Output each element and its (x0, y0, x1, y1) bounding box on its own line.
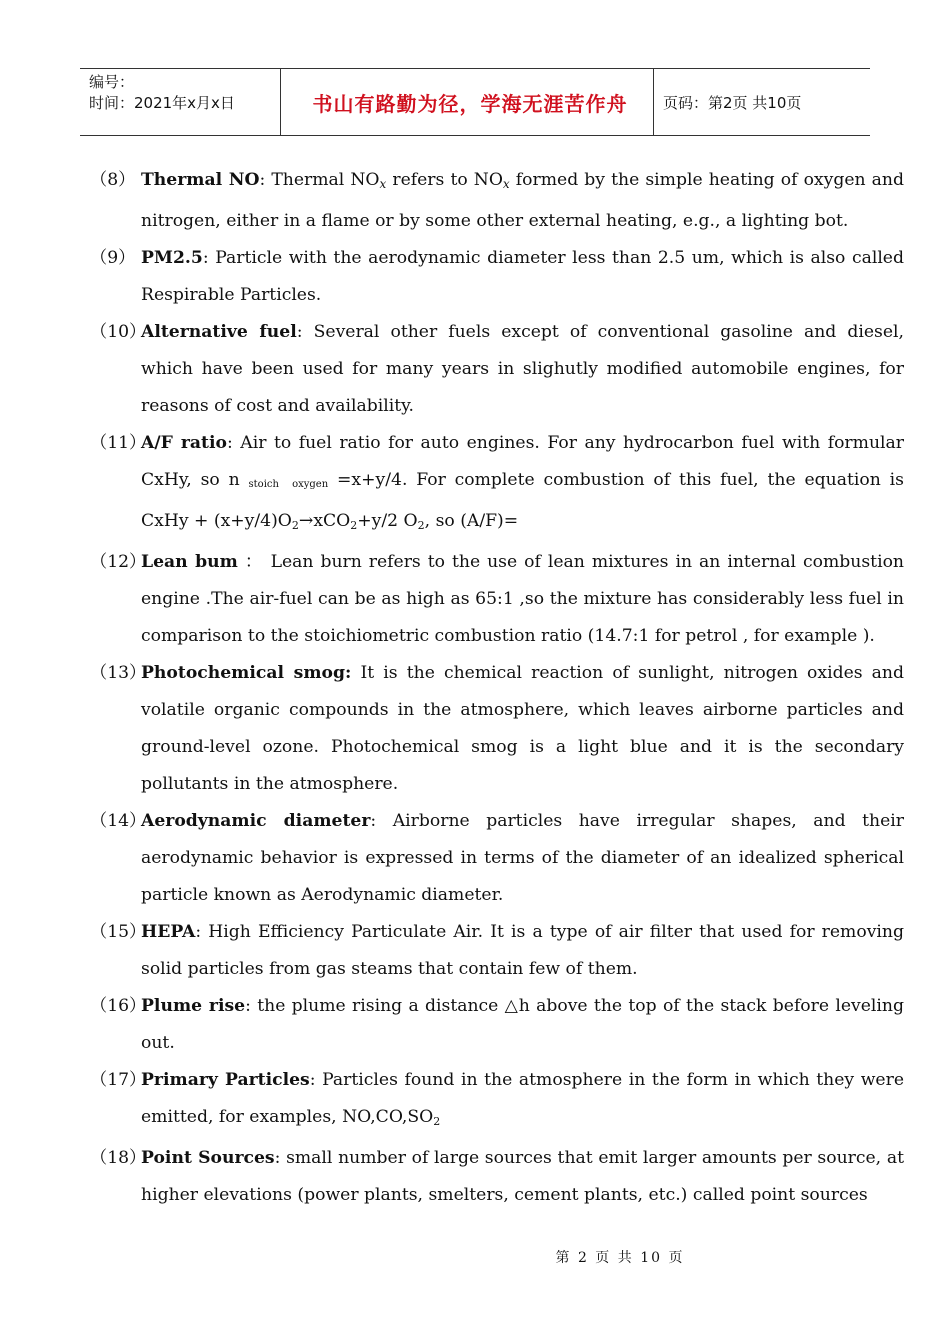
glossary-entry (0, 1062, 950, 1140)
entry-term: Alternative fuel (141, 322, 297, 342)
header-motto: 书山有路勤为径，学海无涯苦作舟 (281, 69, 654, 135)
entry-term: Aerodynamic diameter (141, 811, 371, 831)
entry-number: （12） (90, 552, 147, 572)
entry-number: （9） (90, 248, 136, 268)
entry-definition: Several other fuels except of conventional gasoline and diesel, which have been used for many years in slighutly modified automobile engines, for reasons of cost and availability. (141, 322, 904, 416)
entry-number: （18） (90, 1148, 147, 1168)
entry-number: （14） (90, 811, 147, 831)
glossary-entry (0, 425, 950, 544)
entry-body: Point Sources: small number of large sources that emit larger amounts per source, at higher elevations (power plants, smelters, cement plants, etc.) called point sources (141, 1148, 904, 1205)
entry-body (141, 655, 904, 803)
header-meta (80, 69, 281, 135)
entry-body: HEPA: High Efficiency Particulate Air. It is a type of air filter that used for removing solid particles from gas steams that contain few of them. (141, 922, 904, 979)
glossary-entry (0, 1140, 950, 1214)
entry-definition: High Efficiency Particulate Air. It is a type of air filter that used for removing solid particles from gas steams that contain few of them. (141, 922, 904, 979)
entry-term: PM2.5 (141, 248, 203, 268)
entry-body: A/F ratio: Air to fuel ratio for auto engines. For any hydrocarbon fuel with formular CxHy, so n stoich oxygen =x+y/4. For complete combustion of this fuel, the equation is CxHy + $(x+y/4)O_2\to xCO_2+y/2$ $O_2$, so (A/F)= (141, 433, 904, 532)
entry-number: （8） (90, 170, 136, 190)
entry-definition: Airborne particles have irregular shapes, and their aerodynamic behavior is expressed in terms of the diameter of an idealized spherical particle known as Aerodynamic diameter. (141, 811, 904, 905)
entry-definition: Lean burn refers to the use of lean mixtures in an internal combustion engine .The air-fuel can be as high as 65:1 ,so the mixture has considerably less fuel in comparison to the stoichiometric combustion ratio (14.7:1 for petrol , for example ). (141, 552, 904, 646)
entry-definition: It is the chemical reaction of sunlight, nitrogen oxides and volatile organic compounds in the atmosphere, which leaves airborne particles and ground-level ozone. Photochemical smog is a light blue and it is the secondary pollutants in the atmosphere. (141, 663, 904, 794)
entry-definition: Particle with the aerodynamic diameter less than 2.5 um, which is also called Respirable Particles. (141, 248, 904, 305)
serial-label: 编号： (89, 73, 135, 91)
entry-body: Lean bum ： Lean burn refers to the use of lean mixtures in an internal combustion engine .The air-fuel can be as high as 65:1 ,so the mixture has considerably less fuel in comparison to the stoichiometric combustion ratio (14.7:1 for petrol , for example ). (141, 552, 904, 646)
glossary-entry (0, 655, 950, 803)
glossary-entry (0, 162, 950, 240)
page-footer: 第 2 页 共 10 页 (555, 1250, 685, 1266)
entry-term: Point Sources (141, 1148, 275, 1168)
entry-term: HEPA (141, 922, 196, 942)
entry-number: （15） (90, 922, 147, 942)
entry-body: Plume rise: the plume rising a distance △h above the top of the stack before leveling out. (141, 996, 904, 1053)
glossary-entry (0, 914, 950, 988)
glossary-entry (0, 314, 950, 425)
entry-number: （16） (90, 996, 147, 1016)
entry-body: Alternative fuel: Several other fuels except of conventional gasoline and diesel, which have been used for many years in slighutly modified automobile engines, for reasons of cost and availability. (141, 322, 904, 416)
glossary-entry (0, 240, 950, 314)
entry-definition: the plume rising a distance △h above the top of the stack before leveling out. (141, 996, 904, 1053)
entry-body: Aerodynamic diameter: Airborne particles have irregular shapes, and their aerodynamic behavior is expressed in terms of the diameter of an idealized spherical particle known as Aerodynamic diameter. (141, 811, 904, 905)
entry-term: Lean bum (141, 552, 238, 572)
header-page-info: 页码：第2页 共10页 (663, 93, 802, 112)
entry-number: （13） (90, 663, 147, 683)
entry-term: Photochemical smog: (141, 663, 352, 683)
entry-number: （11） (90, 433, 147, 453)
glossary-list (0, 162, 950, 1214)
entry-number: （10） (90, 322, 147, 342)
arrow-icon: → (298, 511, 314, 531)
entry-body: Thermal NO: Thermal NOx refers to NOx formed by the simple heating of oxygen and nitrogen, either in a flame or by some other external heating, e.g., a lighting bot. (141, 170, 904, 231)
entry-number: （17） (90, 1070, 147, 1090)
entry-term: A/F ratio (141, 433, 227, 453)
entry-term: Primary Particles (141, 1070, 310, 1090)
entry-body: Primary Particles: Particles found in the atmosphere in the form in which they were emitted, for examples, $NO,CO,SO_2$ (141, 1070, 904, 1128)
entry-term: Plume rise (141, 996, 246, 1016)
time-label: 时间：2021年x月x日 (89, 94, 235, 112)
glossary-entry (0, 803, 950, 914)
page-header (80, 68, 870, 136)
entry-term: Thermal NO (141, 170, 260, 190)
entry-body: PM2.5: Particle with the aerodynamic diameter less than 2.5 um, which is also called Respirable Particles. (141, 248, 904, 305)
glossary-entry (0, 544, 950, 655)
glossary-entry (0, 988, 950, 1062)
entry-definition: small number of large sources that emit larger amounts per source, at higher elevations (power plants, smelters, cement plants, etc.) called point sources (141, 1148, 904, 1205)
